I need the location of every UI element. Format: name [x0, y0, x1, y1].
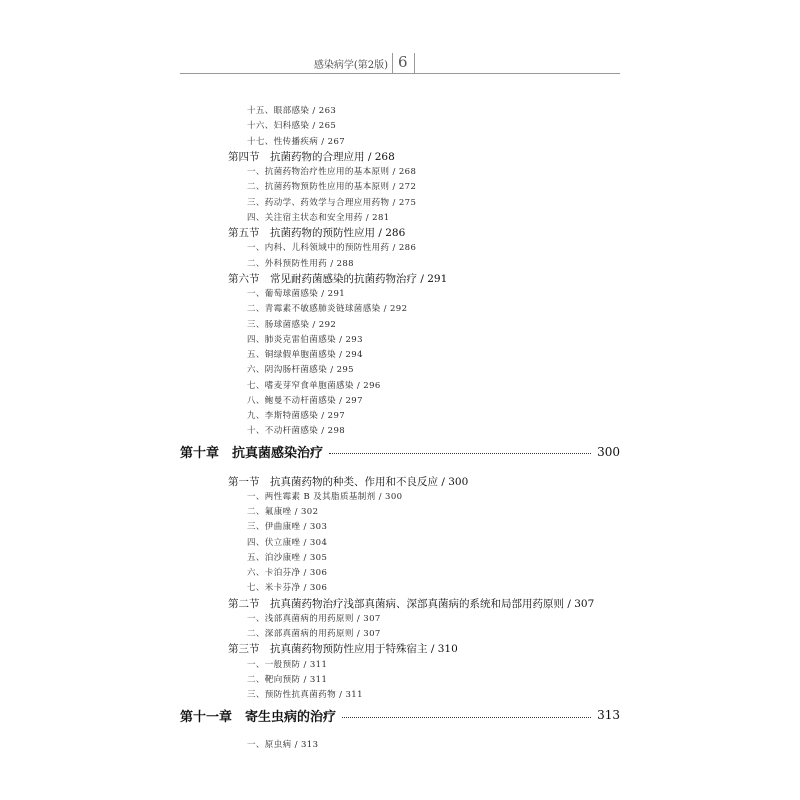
toc-section[interactable]: 第四节 抗菌药物的合理应用 / 268	[228, 150, 395, 163]
toc-item[interactable]: 八、鲍曼不动杆菌感染 / 297	[247, 395, 363, 406]
toc-item[interactable]: 一、浅部真菌病的用药原则 / 307	[247, 613, 381, 624]
chapter-page: 313	[597, 708, 620, 723]
toc-section[interactable]: 第六节 常见耐药菌感染的抗菌药物治疗 / 291	[228, 272, 448, 285]
toc-item[interactable]: 二、靶向预防 / 311	[247, 674, 328, 685]
page-number: 6	[398, 53, 408, 71]
header-divider-right	[414, 53, 415, 73]
toc-item[interactable]: 五、泊沙康唑 / 305	[247, 552, 328, 563]
toc-item[interactable]: 二、外科预防性用药 / 288	[247, 258, 354, 269]
toc-chapter[interactable]	[180, 442, 620, 462]
toc-item[interactable]: 三、药动学、药效学与合理应用药物 / 275	[247, 197, 417, 208]
toc-item[interactable]: 二、深部真菌病的用药原则 / 307	[247, 629, 381, 639]
toc-item[interactable]: 二、抗菌药物预防性应用的基本原则 / 272	[247, 182, 417, 193]
chapter-title: 第十章 抗真菌感染治疗	[180, 446, 324, 461]
toc-item[interactable]: 五、铜绿假单胞菌感染 / 294	[247, 350, 363, 360]
book-title: 感染病学(第2版)	[313, 60, 388, 71]
toc-item[interactable]: 一、葡萄球菌感染 / 291	[247, 289, 346, 299]
toc-item[interactable]: 十五、眼部感染 / 263	[247, 106, 337, 116]
dot-leader	[329, 453, 591, 454]
toc-chapter[interactable]	[180, 705, 620, 725]
toc-item[interactable]: 六、卡泊芬净 / 306	[247, 568, 328, 578]
chapter-title: 第十一章 寄生虫病的治疗	[180, 709, 337, 725]
toc-section[interactable]: 第五节 抗菌药物的预防性应用 / 286	[228, 227, 406, 239]
toc-item[interactable]: 七、嗜麦芽窄食单胞菌感染 / 296	[247, 380, 381, 391]
toc-item[interactable]: 四、关注宿主状态和安全用药 / 281	[247, 212, 390, 223]
toc-item[interactable]: 十六、妇科感染 / 265	[247, 121, 337, 132]
toc-item[interactable]: 一、原虫病 / 313	[247, 740, 319, 751]
toc-item[interactable]: 一、抗菌药物治疗性应用的基本原则 / 268	[247, 167, 417, 177]
running-header	[180, 52, 620, 74]
toc-item[interactable]: 四、伏立康唑 / 304	[247, 537, 328, 548]
dot-leader	[342, 717, 591, 718]
toc-item[interactable]: 二、氟康唑 / 302	[247, 507, 319, 517]
toc-item[interactable]: 一、两性霉素 B 及其脂质基制剂 / 300	[247, 491, 403, 502]
toc-item[interactable]: 三、肠球菌感染 / 292	[247, 319, 337, 330]
header-divider-left	[392, 53, 393, 73]
toc-item[interactable]: 三、伊曲康唑 / 303	[247, 522, 328, 533]
header-rule	[180, 73, 620, 74]
toc-item[interactable]: 一、一般预防 / 311	[247, 659, 328, 670]
toc-item[interactable]: 六、阴沟肠杆菌感染 / 295	[247, 365, 354, 376]
toc-item[interactable]: 一、内科、儿科领域中的预防性用药 / 286	[247, 243, 417, 254]
toc-item[interactable]: 十七、性传播疾病 / 267	[247, 136, 346, 147]
toc-item[interactable]: 九、李斯特菌感染 / 297	[247, 411, 346, 421]
chapter-page: 300	[597, 444, 620, 459]
toc-section[interactable]: 第一节 抗真菌药物的种类、作用和不良反应 / 300	[228, 475, 469, 488]
toc-item[interactable]: 十、不动杆菌感染 / 298	[247, 426, 346, 437]
toc-item[interactable]: 四、肺炎克雷伯菌感染 / 293	[247, 334, 363, 345]
toc-section[interactable]: 第二节 抗真菌药物治疗浅部真菌病、深部真菌病的系统和局部用药原则 / 307	[228, 597, 595, 610]
toc-item[interactable]: 二、青霉素不敏感肺炎链球菌感染 / 292	[247, 304, 408, 315]
toc-item[interactable]: 七、米卡芬净 / 306	[247, 583, 328, 594]
toc-item[interactable]: 三、预防性抗真菌药物 / 311	[247, 690, 363, 700]
toc-section[interactable]: 第三节 抗真菌药物预防性应用于特殊宿主 / 310	[228, 643, 458, 656]
